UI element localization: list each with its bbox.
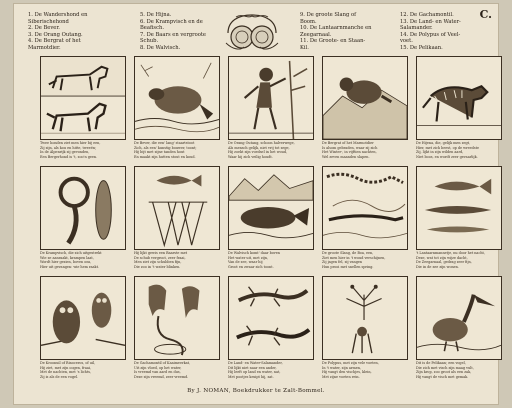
picture-frame [416, 276, 502, 360]
picture-frame [416, 56, 502, 140]
caption-line: Deze zijn vreemd, zeer vreemd. [134, 374, 189, 379]
caption-line: Het Winter-, in vijftien nachten, [322, 150, 377, 155]
caption-line: Zich, als een' kunstig bouwer, toont; [134, 145, 197, 150]
panel-beaver [134, 56, 220, 162]
caption-line: Groot en zwaar zich toont. [228, 264, 274, 269]
caption-line: Wie ze aanraakt, krampen laat, [40, 255, 94, 260]
picture-frame [322, 276, 408, 360]
caption-line: Hun prooi met snellen spring. [322, 264, 374, 269]
fish-icon [417, 167, 501, 249]
caption-line: De Land- en Water-Salamander, [228, 361, 283, 365]
legend-line: 11. De Groote- en Staan- [300, 38, 366, 45]
legend-column-4 [400, 12, 486, 52]
caption-line: Hij vangt den vischjes, klein, [322, 370, 372, 375]
caption [322, 141, 408, 161]
owl-icon [41, 277, 125, 359]
caption-line: Is vreemd van aard en dus, [134, 370, 181, 375]
caption-line: In de Alpenrijk zij gevonden, [40, 150, 90, 155]
caption [416, 141, 502, 161]
legend-line: Siberischehond [28, 18, 69, 25]
panel-perch [134, 166, 220, 272]
orangutan-icon [229, 57, 313, 139]
panel-dogs [40, 56, 126, 162]
legend-line: 4. De Bergrat of het [28, 38, 81, 45]
caption-line: Hij zoekt zijn voedsel in het woud, [228, 150, 288, 155]
legend-line: 14. De Polypus of Veel- [400, 31, 461, 38]
picture-frame [134, 166, 220, 250]
polyp-icon [323, 277, 407, 359]
caption-line: Twee honden ziet men hier bij een, [40, 141, 101, 145]
salamander-icon [229, 277, 313, 359]
caption [40, 251, 126, 271]
caption-line: Een Bergerhond is 't, zoo'n geen. [40, 154, 98, 159]
legend-line: 5. De Hijna. [140, 12, 172, 18]
caption-line: De Orang Outang, schoon halverwege, [228, 141, 295, 145]
legend-line: 3. De Orang Outang. [28, 31, 83, 38]
picture-frame [40, 276, 126, 360]
caption-line: Niet boos, en wordt zeer gevaarlijk. [416, 154, 478, 159]
caption-line: Men ziet zijn schubben fijn, [134, 260, 182, 265]
panel-gachamontil [134, 276, 220, 382]
legend-line: 7. De Baars en vergroote [140, 31, 207, 38]
caption-line: Hij leeft op land en water, nat, [228, 370, 281, 375]
caption-line: Zij jagen fel, zij vangen [322, 260, 363, 265]
caption-line: Die zich met visch zijn maag vult, [416, 365, 474, 370]
picture-frame [228, 166, 314, 250]
caption-line: Zij, lijkt in zijn wilden aard, [416, 150, 464, 155]
printer-imprint: By J. NOMAN, Boekdrukker te Zalt-Bommel. [187, 388, 325, 394]
print-sheet [14, 4, 498, 404]
legend-line: 12. De Gachamontil. [400, 12, 454, 18]
panel-krampvisch [40, 166, 126, 272]
caption-line: De schub vergroot, zeer fraai, [134, 255, 186, 260]
dogs-icon [41, 57, 125, 139]
caption-line: 't Lantaarnmannetje, nu door het nacht, [416, 251, 485, 255]
caption [134, 141, 220, 161]
ray-fish-icon [41, 167, 125, 249]
legend-line: Beafisch. [140, 25, 164, 32]
caption-line: Hij lijkt gewis een Baarste met [134, 251, 188, 255]
legend-line: 1. De Wandershond en [28, 12, 88, 18]
illustration-grid [40, 56, 500, 382]
picture-frame [228, 56, 314, 140]
hyena-icon [417, 57, 501, 139]
panel-orang-outang [228, 56, 314, 162]
legend-line: 13. De Land- en Water- [400, 18, 461, 25]
panel-whale [228, 166, 314, 272]
beaver-icon [135, 57, 219, 139]
perch-fish-icon [135, 167, 219, 249]
caption-line: Zij is als de een vogel. [40, 374, 79, 379]
caption-line: Met zijne voeten rein. [322, 374, 360, 379]
legend-line: Marmotdier. [28, 44, 61, 51]
caption-line: Hij vangt de visch met gemak. [416, 374, 469, 379]
caption-line: De Zeegarnaal, gedrag zeer fijn, [416, 260, 472, 265]
legend-line: 8. De Walvisch. [140, 44, 181, 51]
picture-frame [40, 166, 126, 250]
picture-frame [40, 56, 126, 140]
fungus-creature-icon [135, 277, 219, 359]
picture-frame [416, 166, 502, 250]
caption [134, 251, 220, 271]
legend-line: 2. De Bever. [28, 25, 60, 32]
caption [134, 361, 220, 381]
panel-pelican [416, 276, 502, 382]
caption-line: De Kroonuil of Rinoceros, of uil, [40, 361, 96, 365]
caption [40, 361, 126, 381]
legend-line: Salamander. [400, 25, 433, 32]
caption [228, 141, 314, 161]
caption [228, 361, 314, 381]
caption-line: Is alsom gebraden, waar zij zich [322, 145, 378, 150]
picture-frame [134, 276, 220, 360]
picture-frame [322, 56, 408, 140]
caption-line: Die zoo in 't water blinken. [134, 264, 181, 269]
sheet-letter: C. [479, 8, 492, 21]
picture-frame [322, 166, 408, 250]
legend-column-2 [140, 12, 222, 52]
caption-line: Hier uit gevangen: wie hem raakt. [40, 264, 100, 269]
panel-salamander [228, 276, 314, 382]
caption-line: De groote Slang, de Boa, een, [322, 251, 374, 255]
caption [228, 251, 314, 271]
caption-line: De Krampvisch, die zich uitgestrekt [40, 251, 102, 255]
crest-emblem-icon [222, 13, 282, 53]
caption-line: De Hijena, die, gelijk men zegt, [416, 141, 471, 145]
caption-line: Het water uit, met zijn, [228, 255, 269, 260]
caption [416, 251, 502, 271]
legend-line: Schub. [140, 38, 159, 45]
legend-column-1 [28, 12, 140, 52]
legend-line: 9. De groote Slang of [300, 12, 356, 18]
caption-line: Waar hij zich veilig houdt. [228, 154, 273, 159]
caption-line: Hij ziet, met zijn oogen, fraai, [40, 365, 92, 370]
legend-line: voet. [400, 38, 413, 45]
caption [322, 361, 408, 381]
legend-line: 15. De Pelikaan. [400, 44, 443, 51]
panel-owls [40, 276, 126, 382]
panel-snake [322, 166, 408, 272]
caption-line: De Gachamontil of Kaaimeerkat, [134, 361, 191, 365]
caption-line: Als mensch gelijk, niet vrij tot zege, [228, 145, 290, 150]
panel-marmot [322, 56, 408, 162]
legend-line: Boom. [300, 18, 317, 25]
caption-line: Hier, met zich beest, op de wreedste [416, 145, 479, 150]
header-legend [28, 8, 498, 56]
picture-frame [228, 276, 314, 360]
caption-line: De Walvisch komt' daar boven [228, 251, 280, 255]
caption-line: En maakt zijn hutten stout en koud. [134, 154, 196, 159]
legend-column-3 [300, 12, 396, 52]
caption-line: Zijn krop, zoo groot als een zak, [416, 370, 472, 375]
panel-hyena [416, 56, 502, 162]
caption [322, 251, 408, 271]
caption-line: Zij zijn, als kou en hitte, tweeën; [40, 145, 97, 150]
marmot-icon [323, 57, 407, 139]
panel-lantern-fish [416, 166, 502, 272]
caption-line: Wordt hier gezien, boven ons, [40, 260, 92, 265]
caption [40, 141, 126, 161]
caption-line: In 't water, zijn armen, [322, 365, 361, 370]
legend-line: 10. De Lantaarnmanche en [300, 25, 372, 32]
caption-line: Uit zijn vloed, op het water, [134, 365, 182, 370]
caption-line: De Bergrat of het Marmotdier [322, 141, 374, 145]
caption-line: De Bever, die een' lang' staartstoot [134, 141, 195, 145]
pelican-icon [417, 277, 501, 359]
snake-icon [323, 167, 407, 249]
caption-line: De Polypus, met zijn vele voeten, [322, 361, 379, 365]
caption-line: Dit lijkt niet naar een ander, [228, 365, 277, 370]
caption-line: Deze, wat tot zijn wijze dacht, [416, 255, 468, 260]
caption-line: Ziet men hier in 't woud verschijnen, [322, 255, 386, 260]
whale-icon [229, 167, 313, 249]
picture-frame [134, 56, 220, 140]
caption [416, 361, 502, 381]
caption-line: Met pootjes kruipt hij, zat. [228, 374, 274, 379]
caption-line: Dit is de Pelikaan; een vogel, [416, 361, 466, 365]
legend-line: Kil. [300, 44, 309, 51]
caption-line: Met de nachten, met 's lichts, [40, 370, 92, 375]
caption-line: Wel zeven maanden slapen. [322, 154, 370, 159]
legend-line: 6. De Krampvisch en de [140, 18, 203, 25]
panel-polyp [322, 276, 408, 382]
caption-line: Hij bijt met zijne tanden hout [134, 150, 185, 155]
caption-line: Die in de zee zijn wonen. [416, 264, 459, 269]
legend-line: Zeegarnaal. [300, 31, 332, 38]
caption-line: Van de zee, waar hij [228, 260, 263, 265]
